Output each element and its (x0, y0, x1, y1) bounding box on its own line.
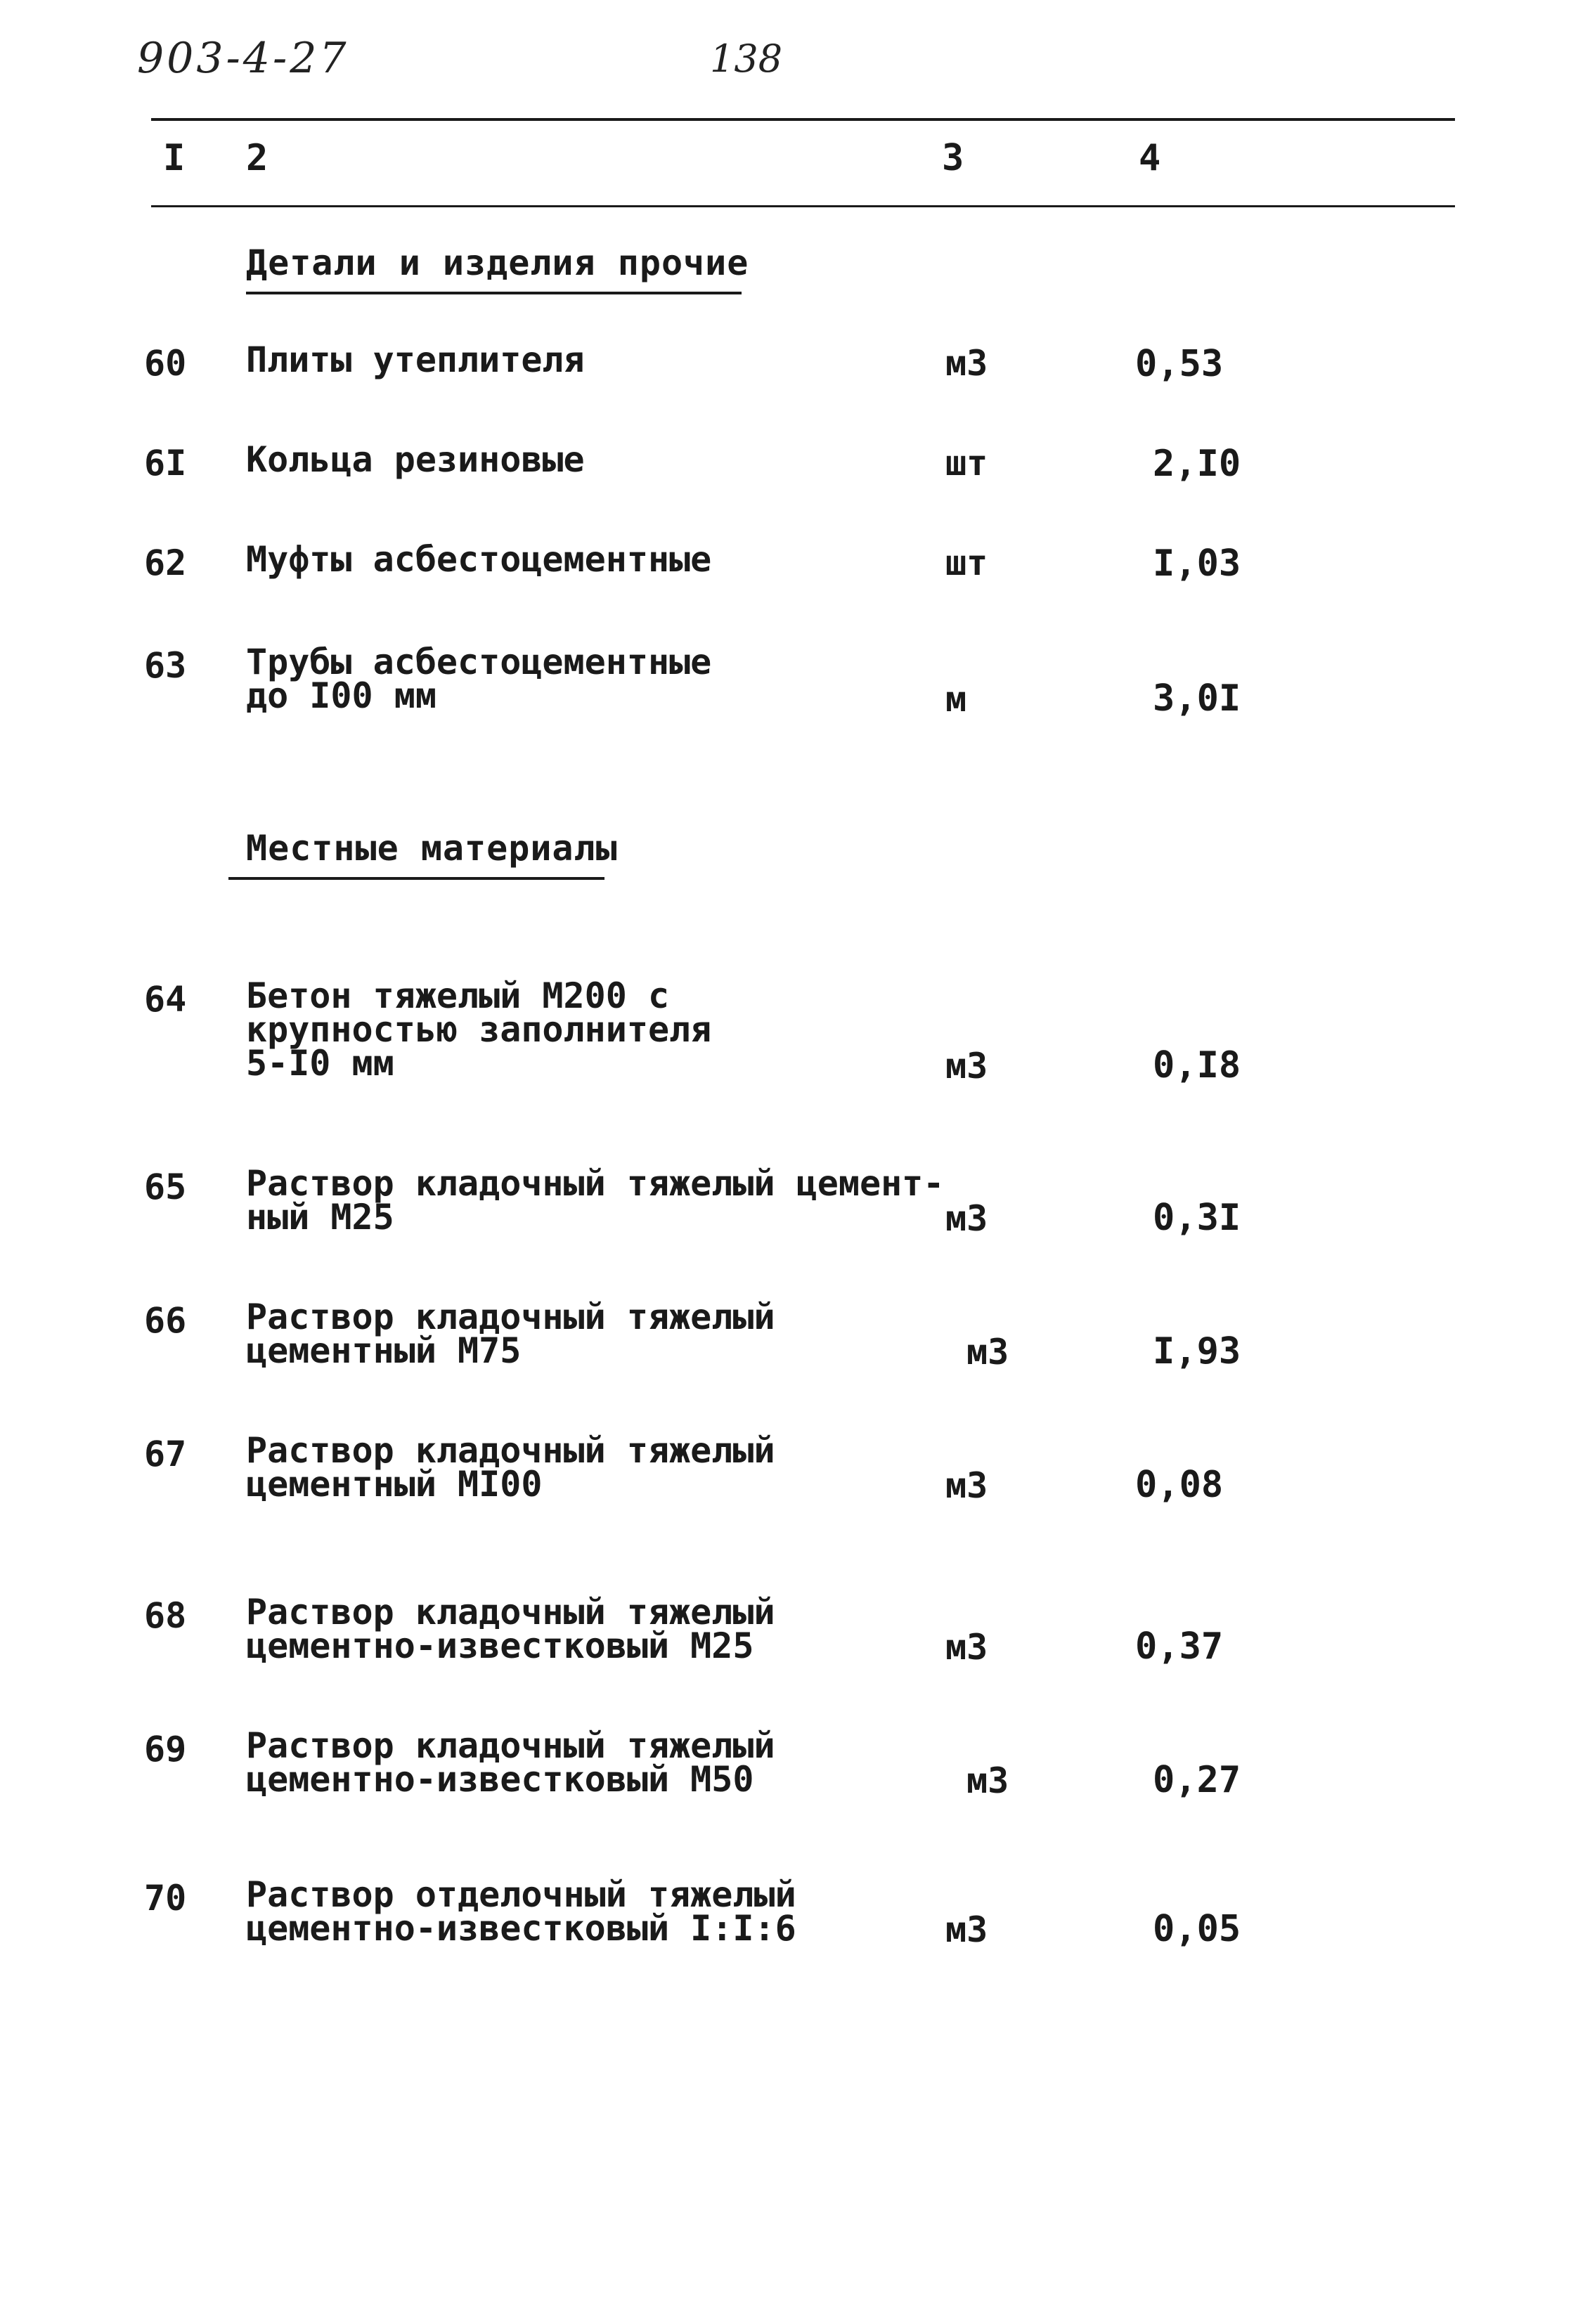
row-unit: м3 (945, 343, 988, 384)
row-number: 63 (144, 645, 187, 686)
row-unit: м3 (945, 1046, 988, 1086)
column-header-3: 3 (942, 137, 964, 179)
row-quantity: 0,I8 (1153, 1044, 1241, 1086)
row-quantity: I,93 (1153, 1330, 1241, 1372)
row-number: 64 (144, 979, 187, 1020)
section-title-text: Детали и изделия прочие (246, 242, 749, 283)
row-quantity: 0,53 (1135, 343, 1224, 385)
table-top-rule (151, 118, 1455, 121)
row-name: Муфты асбестоцементные (246, 539, 712, 580)
document-code: 903-4-27 (137, 34, 349, 83)
row-unit: м3 (945, 1198, 988, 1239)
row-name: Кольца резиновые (246, 439, 585, 480)
section-title-other-parts (246, 242, 749, 283)
row-unit: м3 (966, 1760, 1009, 1801)
section-title-local-materials (246, 828, 618, 869)
row-name: Раствор кладочный тяжелый цементно-известковый М50 (246, 1725, 775, 1800)
row-number: 67 (144, 1434, 187, 1474)
column-header-4: 4 (1139, 137, 1161, 179)
page-number: 138 (710, 37, 783, 81)
column-header-2: 2 (246, 137, 269, 179)
row-quantity: 3,0I (1153, 677, 1241, 720)
section-underline (228, 877, 604, 880)
row-name: Бетон тяжелый М200 с крупностью заполнителя 5-I0 мм (246, 975, 712, 1084)
row-unit: м (945, 679, 967, 720)
row-number: 60 (144, 343, 187, 384)
row-unit: м3 (945, 1627, 988, 1668)
row-quantity: 0,27 (1153, 1759, 1241, 1801)
row-quantity: 0,37 (1135, 1625, 1224, 1668)
table-header-rule (151, 205, 1455, 207)
section-title-text: Местные материалы (246, 828, 618, 869)
row-name: Раствор кладочный тяжелый цементный М75 (246, 1297, 775, 1371)
row-unit: шт (945, 543, 988, 583)
row-name: Раствор отделочный тяжелый цементно-известковый I:I:6 (246, 1874, 796, 1949)
row-number: 6I (144, 443, 187, 483)
row-quantity: 2,I0 (1153, 443, 1241, 485)
row-name: Трубы асбестоцементные до I00 мм (246, 642, 712, 716)
column-header-1: I (163, 137, 186, 179)
row-name: Раствор кладочный тяжелый цементно-известковый М25 (246, 1592, 775, 1666)
row-number: 62 (144, 543, 187, 583)
row-unit: шт (945, 443, 988, 483)
row-quantity: 0,05 (1153, 1908, 1241, 1950)
row-unit: м3 (945, 1909, 988, 1950)
section-underline (246, 292, 742, 294)
row-number: 65 (144, 1167, 187, 1207)
row-number: 68 (144, 1595, 187, 1636)
row-number: 69 (144, 1729, 187, 1770)
row-quantity: I,03 (1153, 543, 1241, 585)
row-name: Раствор кладочный тяжелый цемент- ный М25 (246, 1163, 945, 1238)
row-quantity: 0,08 (1135, 1464, 1224, 1506)
row-number: 70 (144, 1878, 187, 1919)
row-number: 66 (144, 1300, 187, 1341)
row-quantity: 0,3I (1153, 1197, 1241, 1239)
row-name: Раствор кладочный тяжелый цементный МI00 (246, 1430, 775, 1505)
row-unit: м3 (966, 1332, 1009, 1372)
row-unit: м3 (945, 1465, 988, 1506)
row-name: Плиты утеплителя (246, 339, 585, 380)
